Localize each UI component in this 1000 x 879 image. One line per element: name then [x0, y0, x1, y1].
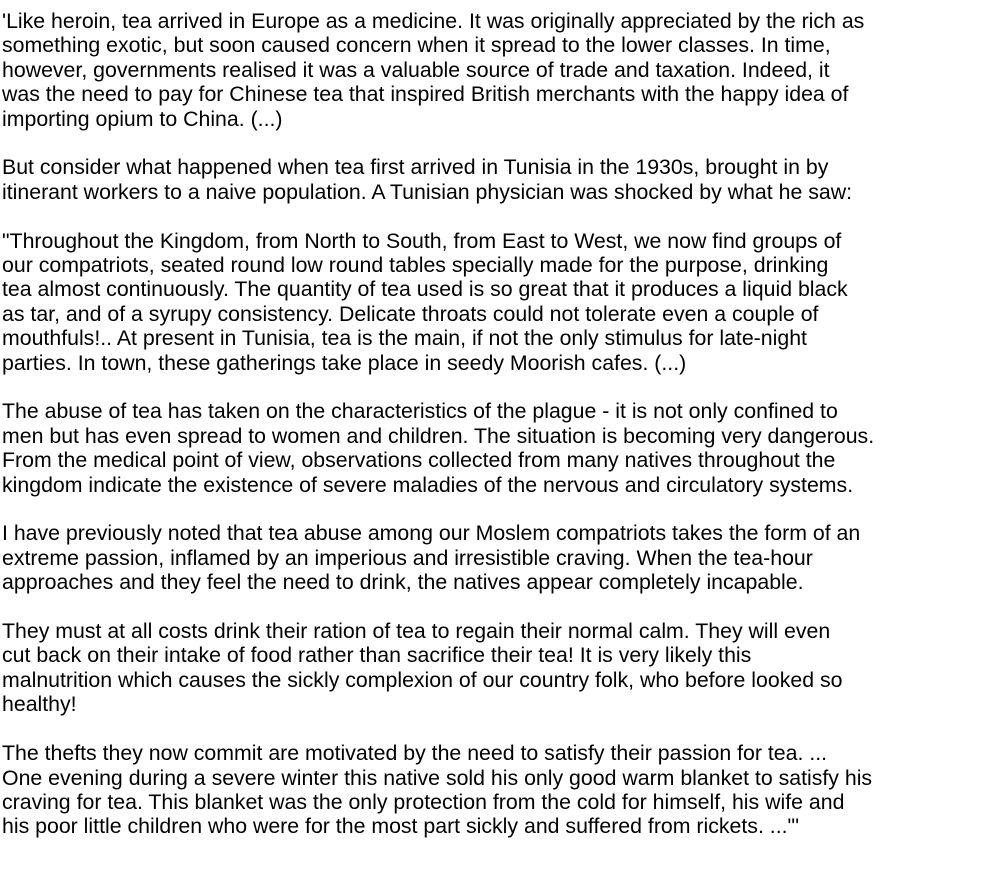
text-line: our compatriots, seated round low round tables specially made for the purpose, drinking — [2, 253, 829, 278]
paragraph-6 — [2, 619, 1000, 717]
text-line: craving for tea. This blanket was the only protection from the cold for himself, his wife and — [2, 789, 845, 814]
paragraph-5 — [2, 521, 1000, 594]
text-line: malnutrition which causes the sickly complexion of our country folk, who before looked so — [2, 667, 843, 692]
text-line: men but has even spread to women and children. The situation is becoming very dangerous. — [2, 423, 875, 448]
text-line: extreme passion, inflamed by an imperious and irresistible craving. When the tea-hour — [2, 545, 813, 570]
text-line: approaches and they feel the need to drink, the natives appear completely incapable. — [2, 570, 804, 595]
text-line: mouthfuls!.. At present in Tunisia, tea is the main, if not the only stimulus for late-night — [2, 326, 807, 351]
text-line: as tar, and of a syrupy consistency. Delicate throats could not tolerate even a couple of — [2, 301, 819, 326]
text-line: parties. In town, these gatherings take place in seedy Moorish cafes. (...) — [2, 350, 687, 375]
text-line: The thefts they now commit are motivated by the need to satisfy their passion for tea. ... — [2, 741, 828, 766]
text-line: importing opium to China. (...) — [2, 106, 283, 131]
text-line: his poor little children who were for the most part sickly and suffered from rickets. ..."' — [2, 814, 800, 839]
text-line: I have previously noted that tea abuse among our Moslem compatriots takes the form of an — [2, 521, 861, 546]
text-line: From the medical point of view, observations collected from many natives throughout the — [2, 448, 836, 473]
text-line: was the need to pay for Chinese tea that inspired British merchants with the happy idea of — [2, 82, 849, 107]
text-line: cut back on their intake of food rather than sacrifice their tea! It is very likely this — [2, 643, 752, 668]
text-line: "Throughout the Kingdom, from North to South, from East to West, we now find groups of — [2, 228, 842, 253]
text-line: They must at all costs drink their ration of tea to regain their normal calm. They will even — [2, 619, 831, 644]
text-line: One evening during a severe winter this native sold his only good warm blanket to satisfy his — [2, 765, 873, 790]
text-line: something exotic, but soon caused concern when it spread to the lower classes. In time, — [2, 33, 831, 58]
paragraph-2 — [2, 155, 1000, 204]
paragraph-1 — [2, 9, 1000, 131]
text-line: But consider what happened when tea first arrived in Tunisia in the 1930s, brought in by — [2, 155, 829, 180]
text-line: 'Like heroin, tea arrived in Europe as a medicine. It was originally appreciated by the rich as — [2, 9, 865, 33]
paragraph-4 — [2, 399, 1000, 497]
paragraph-3-quote-start — [2, 229, 1000, 375]
text-line: healthy! — [2, 692, 77, 717]
paragraph-7-quote-end — [2, 741, 1000, 839]
text-line: itinerant workers to a naive population. A Tunisian physician was shocked by what he saw: — [2, 179, 852, 204]
text-line: kingdom indicate the existence of severe maladies of the nervous and circulatory systems. — [2, 472, 854, 497]
text-line: however, governments realised it was a valuable source of trade and taxation. Indeed, it — [2, 57, 830, 82]
text-line: tea almost continuously. The quantity of tea used is so great that it produces a liquid black — [2, 277, 848, 302]
text-line: The abuse of tea has taken on the characteristics of the plague - it is not only confined to — [2, 399, 838, 424]
